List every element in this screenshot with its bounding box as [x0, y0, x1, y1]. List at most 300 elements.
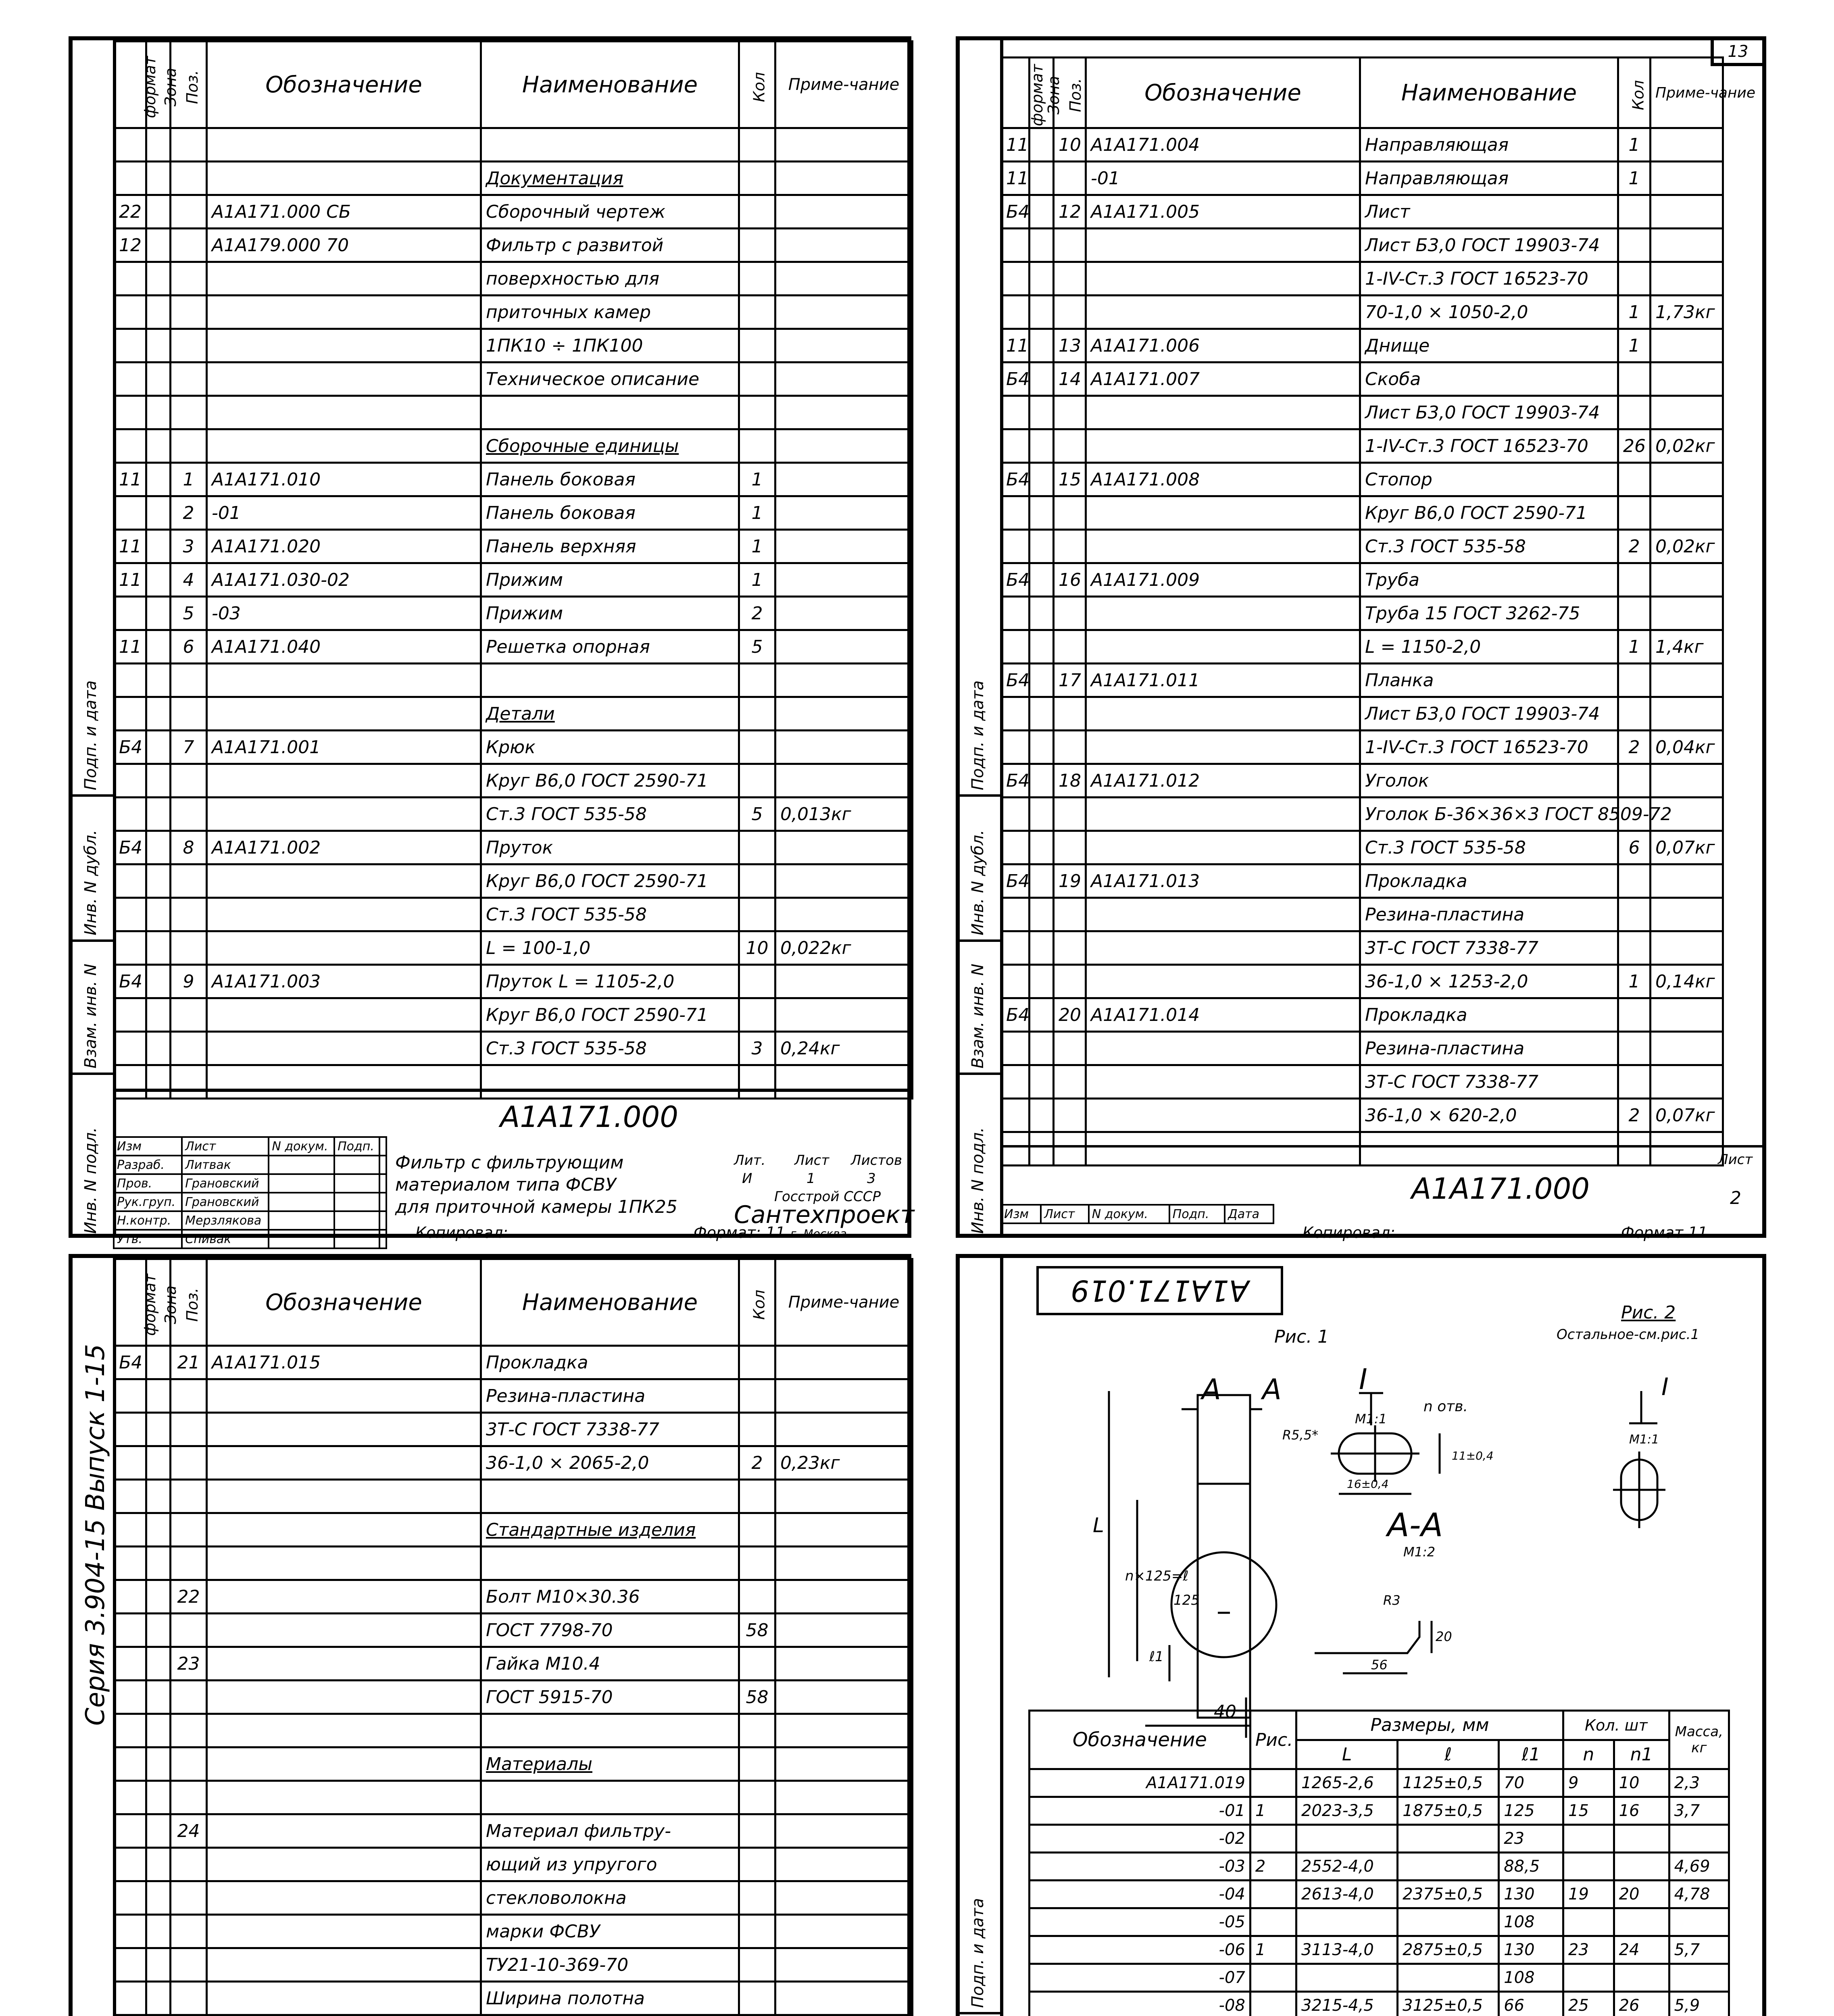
cell-designation: А1А171.030-02 [207, 563, 481, 597]
cell-note [775, 1848, 913, 1881]
cell-format [114, 798, 146, 831]
cell-designation [207, 864, 481, 898]
table-row [1001, 931, 1723, 965]
cell-zone [146, 1513, 171, 1547]
cell-format [114, 1547, 146, 1580]
table-row [114, 1915, 913, 1948]
cell-pos [171, 296, 207, 329]
cell-format: Б4 [1001, 463, 1030, 496]
cell-zone [146, 1982, 171, 2015]
cell-name: Материалы [481, 1747, 739, 1781]
col-format: формат [114, 1259, 146, 1346]
table-row [114, 1513, 913, 1547]
side-stamp [73, 40, 116, 1234]
cell-zone [146, 965, 171, 998]
side-label-inv-dubl: Инв. N дубл. [81, 830, 100, 935]
cell-pos: 24 [171, 1814, 207, 1848]
table-row [114, 1714, 913, 1747]
table-row [114, 362, 913, 396]
profile-drawing [1004, 1339, 1762, 1758]
spec-table-sheet-2 [1000, 56, 1756, 1166]
cell-qty: 1 [739, 496, 775, 530]
cell-format [114, 1848, 146, 1881]
cell-zone [1030, 496, 1054, 530]
sizes-cell-m: 4,69 [1669, 1853, 1729, 1881]
cell-note: 0,02кг [1651, 530, 1723, 563]
cell-pos [1054, 1099, 1086, 1132]
cell-designation [207, 1547, 481, 1580]
table-row [1001, 998, 1723, 1032]
cell-qty [739, 1379, 775, 1413]
cell-zone [1030, 296, 1054, 329]
table-row [1001, 396, 1723, 429]
sizes-cell-fig [1250, 1964, 1296, 1992]
cell-designation [207, 764, 481, 798]
col-n1: n1 [1614, 1740, 1669, 1769]
sizes-cell-l [1398, 1825, 1499, 1853]
cell-pos [171, 1848, 207, 1881]
cell-pos [171, 195, 207, 229]
cell-qty [1618, 664, 1651, 697]
stamp-cell-empty [379, 1156, 386, 1174]
table-row [1001, 362, 1723, 396]
table-row [114, 630, 913, 664]
cell-qty [1618, 931, 1651, 965]
cell-name: Уголок [1360, 764, 1618, 798]
table-row [114, 1346, 913, 1379]
cell-designation: А1А171.010 [207, 463, 481, 496]
cell-designation: А1А171.011 [1086, 664, 1360, 697]
cell-zone [1030, 864, 1054, 898]
sizes-cell-l1: 125 [1499, 1797, 1563, 1825]
cell-qty [1618, 396, 1651, 429]
list-value: 1 [807, 1170, 815, 1187]
cell-format [1001, 229, 1030, 262]
cell-qty [739, 195, 775, 229]
table-row [1001, 831, 1723, 864]
cell-note [775, 1614, 913, 1647]
cell-note [775, 998, 913, 1032]
cell-zone [146, 1547, 171, 1580]
cell-zone [146, 496, 171, 530]
cell-format [114, 329, 146, 362]
table-row [1001, 864, 1723, 898]
cell-pos [171, 1747, 207, 1781]
width-dim: 16±0,4 [1347, 1477, 1389, 1491]
sizes-cell-L: 3215-4,5 [1296, 1992, 1398, 2016]
sizes-cell-m: 5,7 [1669, 1936, 1729, 1964]
cell-designation [1086, 931, 1360, 965]
sizes-cell-l: 1875±0,5 [1398, 1797, 1499, 1825]
cell-qty [1618, 597, 1651, 630]
table-row [1001, 731, 1723, 764]
table-row [114, 764, 913, 798]
side-label-vzam-inv: Взам. инв. N [969, 964, 987, 1068]
table-row [1001, 664, 1723, 697]
cell-zone [1030, 597, 1054, 630]
title-block-sheet-1 [113, 1089, 915, 1246]
cell-format [114, 664, 146, 697]
cell-format [1001, 1032, 1030, 1065]
cell-pos [1054, 597, 1086, 630]
cell-designation [207, 1580, 481, 1614]
table-row [114, 664, 913, 697]
cell-qty [739, 329, 775, 362]
cell-format [1001, 296, 1030, 329]
cell-note [775, 1714, 913, 1747]
cell-designation [207, 1881, 481, 1915]
col-note: Приме-чание [775, 42, 913, 128]
cell-zone [146, 1781, 171, 1814]
cell-format [114, 1446, 146, 1480]
cell-qty [739, 162, 775, 195]
cell-zone [1030, 563, 1054, 597]
cell-name: 36-1,0 × 2065-2,0 [481, 1446, 739, 1480]
cell-format [114, 162, 146, 195]
table-row [114, 1747, 913, 1781]
cell-note [1651, 597, 1723, 630]
cell-format [1001, 396, 1030, 429]
cell-pos [1054, 396, 1086, 429]
cell-name: Круг В6,0 ГОСТ 2590-71 [481, 764, 739, 798]
sizes-cell-des: -04 [1030, 1881, 1250, 1908]
cell-name: Ст.3 ГОСТ 535-58 [1360, 530, 1618, 563]
sizes-cell-des: -07 [1030, 1964, 1250, 1992]
cell-format: Б4 [1001, 998, 1030, 1032]
dim-20: 20 [1436, 1629, 1452, 1644]
cell-format: Б4 [114, 965, 146, 998]
cell-zone [1030, 195, 1054, 229]
cell-format: 11 [1001, 329, 1030, 362]
cell-note [1651, 664, 1723, 697]
cell-pos [171, 128, 207, 162]
cell-designation [1086, 1065, 1360, 1099]
org-line-1: Госстрой СССР [774, 1189, 881, 1205]
side-stamp [960, 1258, 1003, 2016]
cell-name: Резина-пластина [481, 1379, 739, 1413]
cell-note [775, 1647, 913, 1681]
cell-qty [1618, 496, 1651, 530]
cell-qty: 3 [739, 1032, 775, 1065]
side-label-vzam-inv: Взам. инв. N [81, 964, 100, 1068]
cell-note [1651, 563, 1723, 597]
table-row [1001, 630, 1723, 664]
cell-note [775, 362, 913, 396]
cell-name [481, 664, 739, 697]
table-row [114, 831, 913, 864]
sizes-cell-fig: 1 [1250, 1936, 1296, 1964]
cell-name: Ст.3 ГОСТ 535-58 [481, 1032, 739, 1065]
cell-designation: А1А171.009 [1086, 563, 1360, 597]
cell-name: Труба 15 ГОСТ 3262-75 [1360, 597, 1618, 630]
stamp-cell-empty [379, 1174, 386, 1193]
cell-zone [146, 229, 171, 262]
cell-zone [1030, 128, 1054, 162]
cell-note [1651, 1032, 1723, 1065]
cell-qty [739, 1346, 775, 1379]
cell-designation [1086, 429, 1360, 463]
cell-name: ГОСТ 7798-70 [481, 1614, 739, 1647]
cell-note [1651, 195, 1723, 229]
sizes-cell-l1: 66 [1499, 1992, 1563, 2016]
cell-pos: 8 [171, 831, 207, 864]
stamp-cell-sign [269, 1211, 334, 1230]
sizes-cell-m: 3,7 [1669, 1797, 1729, 1825]
cell-name: Фильтр с развитой [481, 229, 739, 262]
table-row [114, 1446, 913, 1480]
cell-format [1001, 1065, 1030, 1099]
cell-note [1651, 764, 1723, 798]
sizes-cell-l1: 23 [1499, 1825, 1563, 1853]
cell-pos [1054, 1032, 1086, 1065]
stamp-cell-name: Грановский [182, 1193, 269, 1211]
cell-pos [1054, 697, 1086, 731]
list-label: Лист [794, 1152, 829, 1168]
cell-name: Лист Б3,0 ГОСТ 19903-74 [1360, 396, 1618, 429]
table-row [114, 396, 913, 429]
dim-56: 56 [1371, 1657, 1388, 1672]
dim-r3: R3 [1383, 1593, 1401, 1608]
sizes-cell-des: -05 [1030, 1908, 1250, 1936]
cell-name: Решетка опорная [481, 630, 739, 664]
sizes-cell-des: -02 [1030, 1825, 1250, 1853]
cell-designation [207, 1848, 481, 1881]
cell-qty: 2 [739, 1446, 775, 1480]
cell-designation [1086, 831, 1360, 864]
sizes-cell-des: А1А171.019 [1030, 1769, 1250, 1797]
cell-designation [1086, 262, 1360, 296]
fig1-label: Рис. 1 [1274, 1327, 1329, 1347]
table-row [114, 162, 913, 195]
stamp-row [114, 1137, 386, 1156]
cell-note [775, 262, 913, 296]
cell-format [1001, 798, 1030, 831]
cell-format: Б4 [1001, 864, 1030, 898]
sizes-row [1030, 1908, 1729, 1936]
sizes-cell-m [1669, 1825, 1729, 1853]
cell-qty [739, 1513, 775, 1547]
sizes-row [1030, 1964, 1729, 1992]
stamp-cell-name: Грановский [182, 1174, 269, 1193]
cell-note [775, 1346, 913, 1379]
cell-pos: 16 [1054, 563, 1086, 597]
cell-designation: А1А171.020 [207, 530, 481, 563]
col-designation: Обозначение [1030, 1711, 1250, 1769]
cell-zone [1030, 630, 1054, 664]
cell-zone [1030, 697, 1054, 731]
sizes-cell-L: 2613-4,0 [1296, 1881, 1398, 1908]
cell-pos [171, 798, 207, 831]
sizes-row [1030, 1797, 1729, 1825]
fig2-detail-mark: I [1661, 1373, 1669, 1401]
cell-pos: 5 [171, 597, 207, 630]
cell-format [1001, 597, 1030, 630]
cell-format [114, 1614, 146, 1647]
cell-note [775, 965, 913, 998]
table-row [114, 965, 913, 998]
cell-zone [146, 1647, 171, 1681]
sheet-3 [69, 1254, 911, 2016]
sizes-cell-n [1563, 1908, 1614, 1936]
cell-name: Днище [1360, 329, 1618, 362]
cell-format [114, 864, 146, 898]
cell-designation [1086, 530, 1360, 563]
table-row [114, 597, 913, 630]
cell-pos [171, 697, 207, 731]
cell-name: Круг В6,0 ГОСТ 2590-71 [1360, 496, 1618, 530]
cell-note: 0,14кг [1651, 965, 1723, 998]
cell-name: Сборочные единицы [481, 429, 739, 463]
sizes-cell-l1: 108 [1499, 1964, 1563, 1992]
cell-qty: 26 [1618, 429, 1651, 463]
cell-note [775, 229, 913, 262]
cell-qty [739, 1714, 775, 1747]
cell-designation [207, 1480, 481, 1513]
cell-zone [146, 1580, 171, 1614]
cell-pos: 14 [1054, 362, 1086, 396]
cell-qty: 1 [1618, 630, 1651, 664]
cell-name: Круг В6,0 ГОСТ 2590-71 [481, 864, 739, 898]
col-mass: Масса, кг [1669, 1711, 1729, 1769]
col-note: Приме-чание [775, 1259, 913, 1346]
cell-name: Ст.3 ГОСТ 535-58 [481, 898, 739, 931]
sheet-2 [956, 36, 1766, 1238]
cell-note [775, 463, 913, 496]
cell-designation [207, 798, 481, 831]
cell-qty [739, 664, 775, 697]
cell-designation: А1А171.015 [207, 1346, 481, 1379]
stamp-cell-sign: N докум. [269, 1137, 334, 1156]
cell-name: поверхностью для [481, 262, 739, 296]
cell-note [775, 329, 913, 362]
cell-pos [1054, 731, 1086, 764]
cell-qty: 5 [739, 630, 775, 664]
cell-qty: 58 [739, 1614, 775, 1647]
cell-zone [1030, 1032, 1054, 1065]
stamp-cell-role: Разраб. [114, 1156, 182, 1174]
stamp-cell-date [334, 1156, 379, 1174]
sizes-cell-n1 [1614, 1825, 1669, 1853]
cell-format [114, 1747, 146, 1781]
cell-qty [1618, 697, 1651, 731]
list-label: Лист [1718, 1152, 1753, 1168]
cell-note [775, 429, 913, 463]
cell-designation [1086, 630, 1360, 664]
dim-length: L [1093, 1514, 1104, 1537]
cell-pos [171, 229, 207, 262]
cell-pos: 22 [171, 1580, 207, 1614]
cell-qty [739, 1647, 775, 1681]
cell-zone [1030, 898, 1054, 931]
cell-zone [1030, 1099, 1054, 1132]
stamp-cell-sign [269, 1230, 334, 1248]
cell-format [114, 1480, 146, 1513]
sizes-cell-l1: 130 [1499, 1881, 1563, 1908]
sizes-cell-n: 9 [1563, 1769, 1614, 1797]
cell-pos: 10 [1054, 128, 1086, 162]
col-sizes: Размеры, мм [1296, 1711, 1563, 1740]
cell-name: Ст.3 ГОСТ 535-58 [1360, 831, 1618, 864]
cell-qty [1618, 1065, 1651, 1099]
table-row [1001, 965, 1723, 998]
sizes-row [1030, 1936, 1729, 1964]
cell-format [114, 1379, 146, 1413]
cell-name: L = 1150-2,0 [1360, 630, 1618, 664]
cell-designation: А1А171.007 [1086, 362, 1360, 396]
col-zone: Зона [146, 42, 171, 128]
stamp-row [114, 1156, 386, 1174]
cell-format [114, 998, 146, 1032]
cell-name: Резина-пластина [1360, 1032, 1618, 1065]
cell-qty [739, 1480, 775, 1513]
cell-note [775, 697, 913, 731]
table-row [1001, 296, 1723, 329]
cell-name: Гайка М10.4 [481, 1647, 739, 1681]
col-name: Наименование [1360, 58, 1618, 128]
cell-name: Стопор [1360, 463, 1618, 496]
cell-zone [146, 831, 171, 864]
cell-designation [207, 1747, 481, 1781]
sizes-cell-n1 [1614, 1908, 1669, 1936]
cell-pos: 23 [171, 1647, 207, 1681]
stamp-row [114, 1193, 386, 1211]
cell-qty: 5 [739, 798, 775, 831]
cell-pos [1054, 429, 1086, 463]
cell-designation [207, 931, 481, 965]
cell-zone [146, 463, 171, 496]
cell-note [775, 1681, 913, 1714]
cell-zone [146, 664, 171, 697]
sizes-cell-n1: 16 [1614, 1797, 1669, 1825]
stamp-cell-sign [269, 1156, 334, 1174]
cell-name: Направляющая [1360, 162, 1618, 195]
table-row [114, 1681, 913, 1714]
cell-name [481, 396, 739, 429]
cell-name: 3Т-С ГОСТ 7338-77 [481, 1413, 739, 1446]
cell-format: 11 [114, 463, 146, 496]
cell-note [775, 1781, 913, 1814]
cell-zone [146, 898, 171, 931]
sizes-cell-n1: 24 [1614, 1936, 1669, 1964]
cell-zone [146, 396, 171, 429]
fig2-note: Остальное-см.рис.1 [1557, 1327, 1700, 1343]
col-l: ℓ [1398, 1740, 1499, 1769]
cell-format [114, 1513, 146, 1547]
cell-note: 0,24кг [775, 1032, 913, 1065]
cell-note [775, 1747, 913, 1781]
cell-qty [739, 128, 775, 162]
cell-designation [1086, 965, 1360, 998]
cell-qty [1618, 998, 1651, 1032]
cell-zone [146, 1915, 171, 1948]
table-row [114, 262, 913, 296]
sizes-cell-n1 [1614, 1853, 1669, 1881]
cell-note: 0,013кг [775, 798, 913, 831]
cell-zone [146, 764, 171, 798]
cell-format [114, 1948, 146, 1982]
cell-format [1001, 898, 1030, 931]
cell-zone [146, 1948, 171, 1982]
cell-note [775, 1547, 913, 1580]
cell-qty [1618, 463, 1651, 496]
cell-designation [207, 429, 481, 463]
cell-note: 0,022кг [775, 931, 913, 965]
sizes-cell-m: 2,3 [1669, 1769, 1729, 1797]
cell-note [775, 1948, 913, 1982]
cell-note [1651, 1065, 1723, 1099]
cell-qty: 1 [739, 463, 775, 496]
cell-format: 11 [114, 630, 146, 664]
